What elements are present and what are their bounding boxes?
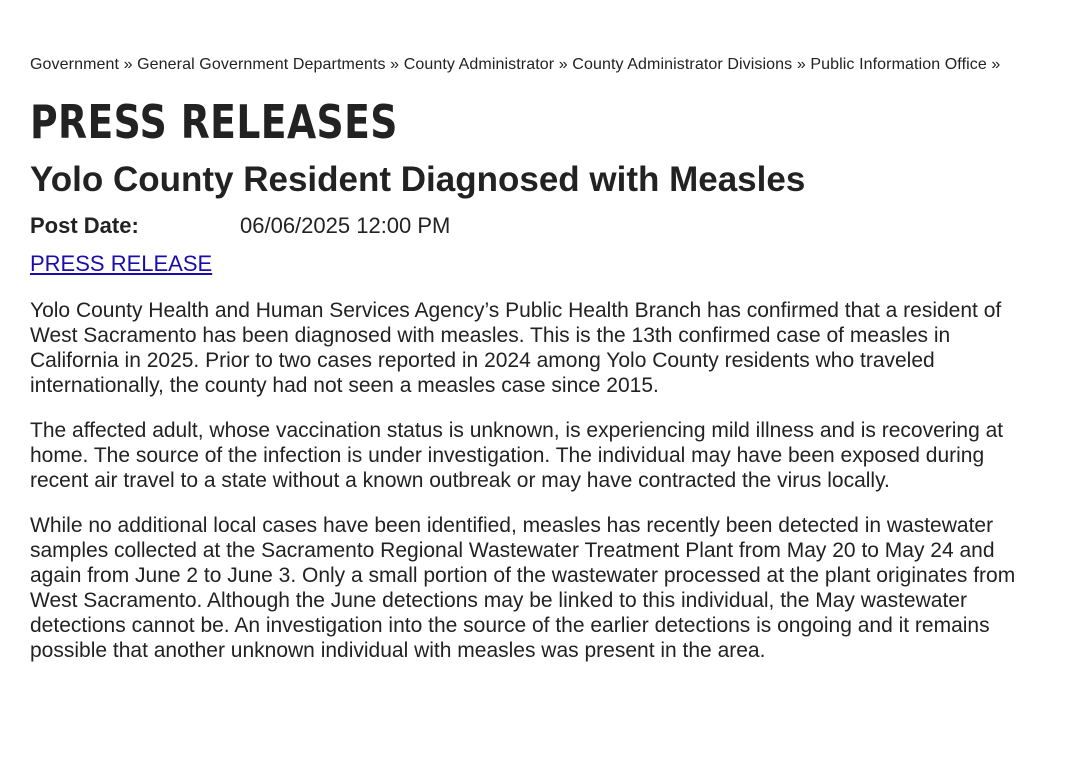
article-paragraph: While no additional local cases have been identified, measles has recently been detected in wastewater samples collected at the Sacramento Regional Wastewater Treatment Plant from May 20 to May 24 and again from June 2 to June 3. Only a small portion of the wastewater processed at the plant originates from West Sacramento. Although the June detections may be linked to this individual, the May wastewater detections cannot be. An investigation into the source of the earlier detections is ongoing and it remains possible that another unknown individual with measles was present in the area.: [30, 514, 1016, 662]
main-content: [30, 56, 1030, 663]
article-title: Yolo County Resident Diagnosed with Measles: [30, 160, 806, 199]
breadcrumb-separator: »: [796, 56, 811, 73]
press-release-link[interactable]: PRESS RELEASE: [30, 251, 213, 276]
breadcrumb-general-government-departments[interactable]: General Government Departments: [137, 56, 386, 73]
breadcrumb-county-administrator[interactable]: County Administrator: [403, 56, 555, 73]
breadcrumb: [30, 56, 1030, 74]
breadcrumb-public-information-office[interactable]: Public Information Office: [810, 56, 987, 73]
page-title: PRESS RELEASES: [30, 95, 398, 149]
breadcrumb-separator: »: [991, 56, 1001, 73]
breadcrumb-separator: »: [390, 56, 404, 73]
breadcrumb-government[interactable]: Government: [30, 56, 120, 73]
post-date-value: 06/06/2025 12:00 PM: [240, 213, 451, 238]
post-date-label: Post Date:: [30, 213, 139, 238]
breadcrumb-separator: »: [558, 56, 573, 73]
breadcrumb-separator: »: [123, 56, 138, 73]
article-paragraph: Yolo County Health and Human Services Agency’s Public Health Branch has confirmed that a resident of West Sacramento has been diagnosed with measles. This is the 13th confirmed case of measles in California in 2025. Prior to two cases reported in 2024 among Yolo County residents who traveled internationally, the county had not seen a measles case since 2015.: [30, 299, 1002, 397]
article-paragraph: The affected adult, whose vaccination status is unknown, is experiencing mild illness and is recovering at home. The source of the infection is under investigation. The individual may have been exposed during recent air travel to a state without a known outbreak or may have contracted the virus locally.: [30, 419, 1004, 492]
post-date-row: [30, 212, 1030, 240]
breadcrumb-county-administrator-divisions[interactable]: County Administrator Divisions: [572, 56, 793, 73]
